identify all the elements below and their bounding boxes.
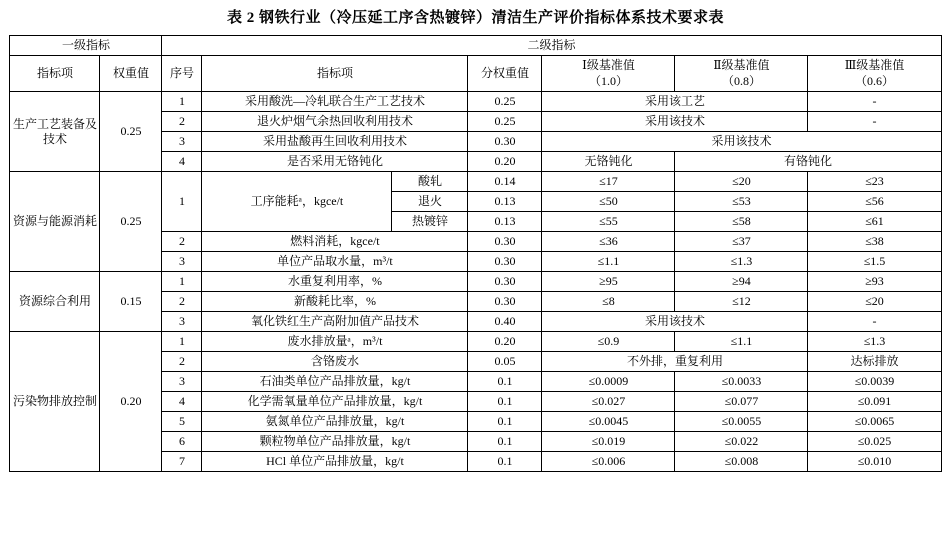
row-sub-weight: 0.1 — [468, 372, 542, 392]
evaluation-indicator-table — [9, 35, 941, 472]
header-group-secondary: 二级指标 — [162, 36, 941, 56]
row-level1: ≤1.1 — [542, 252, 675, 272]
row-level1: 采用该技术 — [542, 312, 808, 332]
row-no: 1 — [162, 92, 202, 112]
row-item: 是否采用无铬钝化 — [202, 152, 468, 172]
row-sub-weight: 0.1 — [468, 392, 542, 412]
header-weight: 权重值 — [100, 56, 162, 92]
row-level23: 有铬钝化 — [675, 152, 941, 172]
table-header-row — [10, 56, 941, 92]
row-item: 废水排放量ᵃ，m³/t — [202, 332, 468, 352]
header-level3-value: （0.6） — [855, 73, 895, 88]
header-level2 — [675, 56, 808, 92]
row-sub-weight: 0.30 — [468, 292, 542, 312]
header-group-primary: 一级指标 — [10, 36, 162, 56]
row-level1: ≤8 — [542, 292, 675, 312]
row-sub-weight: 0.13 — [468, 212, 542, 232]
header-level1 — [542, 56, 675, 92]
row-sub-weight: 0.20 — [468, 152, 542, 172]
row-sub-weight: 0.05 — [468, 352, 542, 372]
row-level2: ≤53 — [675, 192, 808, 212]
row-sub-item: 酸轧 — [392, 172, 468, 192]
row-level2: ≤1.1 — [675, 332, 808, 352]
row-level3: ≤38 — [808, 232, 941, 252]
row-no: 3 — [162, 312, 202, 332]
row-level2: ≤20 — [675, 172, 808, 192]
section-name: 资源综合利用 — [10, 272, 100, 332]
header-level3 — [808, 56, 941, 92]
row-no: 1 — [162, 172, 202, 232]
row-sub-weight: 0.30 — [468, 132, 542, 152]
row-no: 5 — [162, 412, 202, 432]
row-level3: ≤61 — [808, 212, 941, 232]
header-level1-title: Ⅰ级基准值 — [582, 58, 635, 72]
section-name: 资源与能源消耗 — [10, 172, 100, 272]
row-level1: ≤36 — [542, 232, 675, 252]
row-no: 3 — [162, 252, 202, 272]
row-level3: - — [808, 312, 941, 332]
row-level3: ≤0.091 — [808, 392, 941, 412]
row-level1: 无铬钝化 — [542, 152, 675, 172]
row-level2: ≤12 — [675, 292, 808, 312]
row-item: 工序能耗ᵃ，kgce/t — [202, 172, 392, 232]
row-level2: ≥94 — [675, 272, 808, 292]
row-level1: ≤0.019 — [542, 432, 675, 452]
row-sub-weight: 0.20 — [468, 332, 542, 352]
row-item: 含铬废水 — [202, 352, 468, 372]
row-level2: ≤0.077 — [675, 392, 808, 412]
section-weight: 0.25 — [100, 172, 162, 272]
row-item: 化学需氧量单位产品排放量，kg/t — [202, 392, 468, 412]
row-level-merged: 采用该技术 — [542, 132, 941, 152]
row-level1: ≤50 — [542, 192, 675, 212]
row-sub-weight: 0.30 — [468, 252, 542, 272]
header-no: 序号 — [162, 56, 202, 92]
row-item: 退火炉烟气余热回收利用技术 — [202, 112, 468, 132]
row-item: 颗粒物单位产品排放量，kg/t — [202, 432, 468, 452]
row-level1: ≤55 — [542, 212, 675, 232]
row-level3: 达标排放 — [808, 352, 941, 372]
row-level3: ≤56 — [808, 192, 941, 212]
row-sub-weight: 0.30 — [468, 232, 542, 252]
row-level3: ≥93 — [808, 272, 941, 292]
row-level3: ≤1.5 — [808, 252, 941, 272]
row-no: 3 — [162, 132, 202, 152]
header-level2-value: （0.8） — [721, 73, 761, 88]
header-level1-value: （1.0） — [588, 73, 628, 88]
row-item: 石油类单位产品排放量，kg/t — [202, 372, 468, 392]
row-sub-item: 退火 — [392, 192, 468, 212]
section-weight: 0.20 — [100, 332, 162, 472]
table-row — [10, 272, 941, 292]
row-sub-weight: 0.25 — [468, 92, 542, 112]
row-level2: ≤58 — [675, 212, 808, 232]
row-level3: ≤1.3 — [808, 332, 941, 352]
row-level2: ≤0.0033 — [675, 372, 808, 392]
row-level1: ≤0.0045 — [542, 412, 675, 432]
table-header-group-row — [10, 36, 941, 56]
row-item: 采用酸洗—冷轧联合生产工艺技术 — [202, 92, 468, 112]
header-indicator: 指标项 — [10, 56, 100, 92]
row-level1: 不外排，重复利用 — [542, 352, 808, 372]
row-level3: ≤20 — [808, 292, 941, 312]
row-level1: ≤0.006 — [542, 452, 675, 472]
row-item: 氧化铁红生产高附加值产品技术 — [202, 312, 468, 332]
row-item: 燃料消耗，kgce/t — [202, 232, 468, 252]
row-sub-weight: 0.1 — [468, 452, 542, 472]
row-level2: ≤0.008 — [675, 452, 808, 472]
row-level3: ≤0.010 — [808, 452, 941, 472]
row-level1: ≤0.027 — [542, 392, 675, 412]
table-row — [10, 92, 941, 112]
row-item: 氨氮单位产品排放量，kg/t — [202, 412, 468, 432]
row-sub-weight: 0.25 — [468, 112, 542, 132]
row-level3: - — [808, 112, 941, 132]
row-no: 2 — [162, 292, 202, 312]
row-sub-weight: 0.30 — [468, 272, 542, 292]
row-sub-item: 热镀锌 — [392, 212, 468, 232]
row-item: 单位产品取水量，m³/t — [202, 252, 468, 272]
table-row — [10, 172, 941, 192]
row-sub-weight: 0.40 — [468, 312, 542, 332]
row-level3: ≤0.0039 — [808, 372, 941, 392]
header-sub-weight: 分权重值 — [468, 56, 542, 92]
row-item: HCl 单位产品排放量，kg/t — [202, 452, 468, 472]
row-level2: ≤0.022 — [675, 432, 808, 452]
row-no: 2 — [162, 232, 202, 252]
row-no: 6 — [162, 432, 202, 452]
section-name: 污染物排放控制 — [10, 332, 100, 472]
row-item: 新酸耗比率，% — [202, 292, 468, 312]
row-level3: - — [808, 92, 941, 112]
page-title: 表 2 钢铁行业（冷压延工序含热镀锌）清洁生产评价指标体系技术要求表 — [226, 10, 724, 26]
row-no: 4 — [162, 392, 202, 412]
header-level3-title: Ⅲ级基准值 — [844, 58, 905, 72]
row-level1: 采用该工艺 — [542, 92, 808, 112]
row-no: 7 — [162, 452, 202, 472]
row-item: 水重复利用率，% — [202, 272, 468, 292]
row-no: 2 — [162, 112, 202, 132]
row-level1: 采用该技术 — [542, 112, 808, 132]
row-sub-weight: 0.1 — [468, 432, 542, 452]
row-sub-weight: 0.1 — [468, 412, 542, 432]
section-weight: 0.25 — [100, 92, 162, 172]
row-no: 3 — [162, 372, 202, 392]
row-level3: ≤23 — [808, 172, 941, 192]
header-level2-title: Ⅱ级基准值 — [713, 58, 770, 72]
row-level3: ≤0.0065 — [808, 412, 941, 432]
row-level2: ≤1.3 — [675, 252, 808, 272]
row-sub-weight: 0.14 — [468, 172, 542, 192]
row-level1: ≤17 — [542, 172, 675, 192]
row-level3: ≤0.025 — [808, 432, 941, 452]
header-sub-indicator: 指标项 — [202, 56, 468, 92]
row-level1: ≥95 — [542, 272, 675, 292]
table-body — [10, 92, 941, 472]
row-no: 4 — [162, 152, 202, 172]
row-no: 1 — [162, 272, 202, 292]
row-level2: ≤0.0055 — [675, 412, 808, 432]
table-row — [10, 332, 941, 352]
row-sub-weight: 0.13 — [468, 192, 542, 212]
row-level1: ≤0.9 — [542, 332, 675, 352]
section-name: 生产工艺装备及技术 — [10, 92, 100, 172]
section-weight: 0.15 — [100, 272, 162, 332]
row-no: 1 — [162, 332, 202, 352]
row-no: 2 — [162, 352, 202, 372]
row-level1: ≤0.0009 — [542, 372, 675, 392]
row-item: 采用盐酸再生回收利用技术 — [202, 132, 468, 152]
row-level2: ≤37 — [675, 232, 808, 252]
